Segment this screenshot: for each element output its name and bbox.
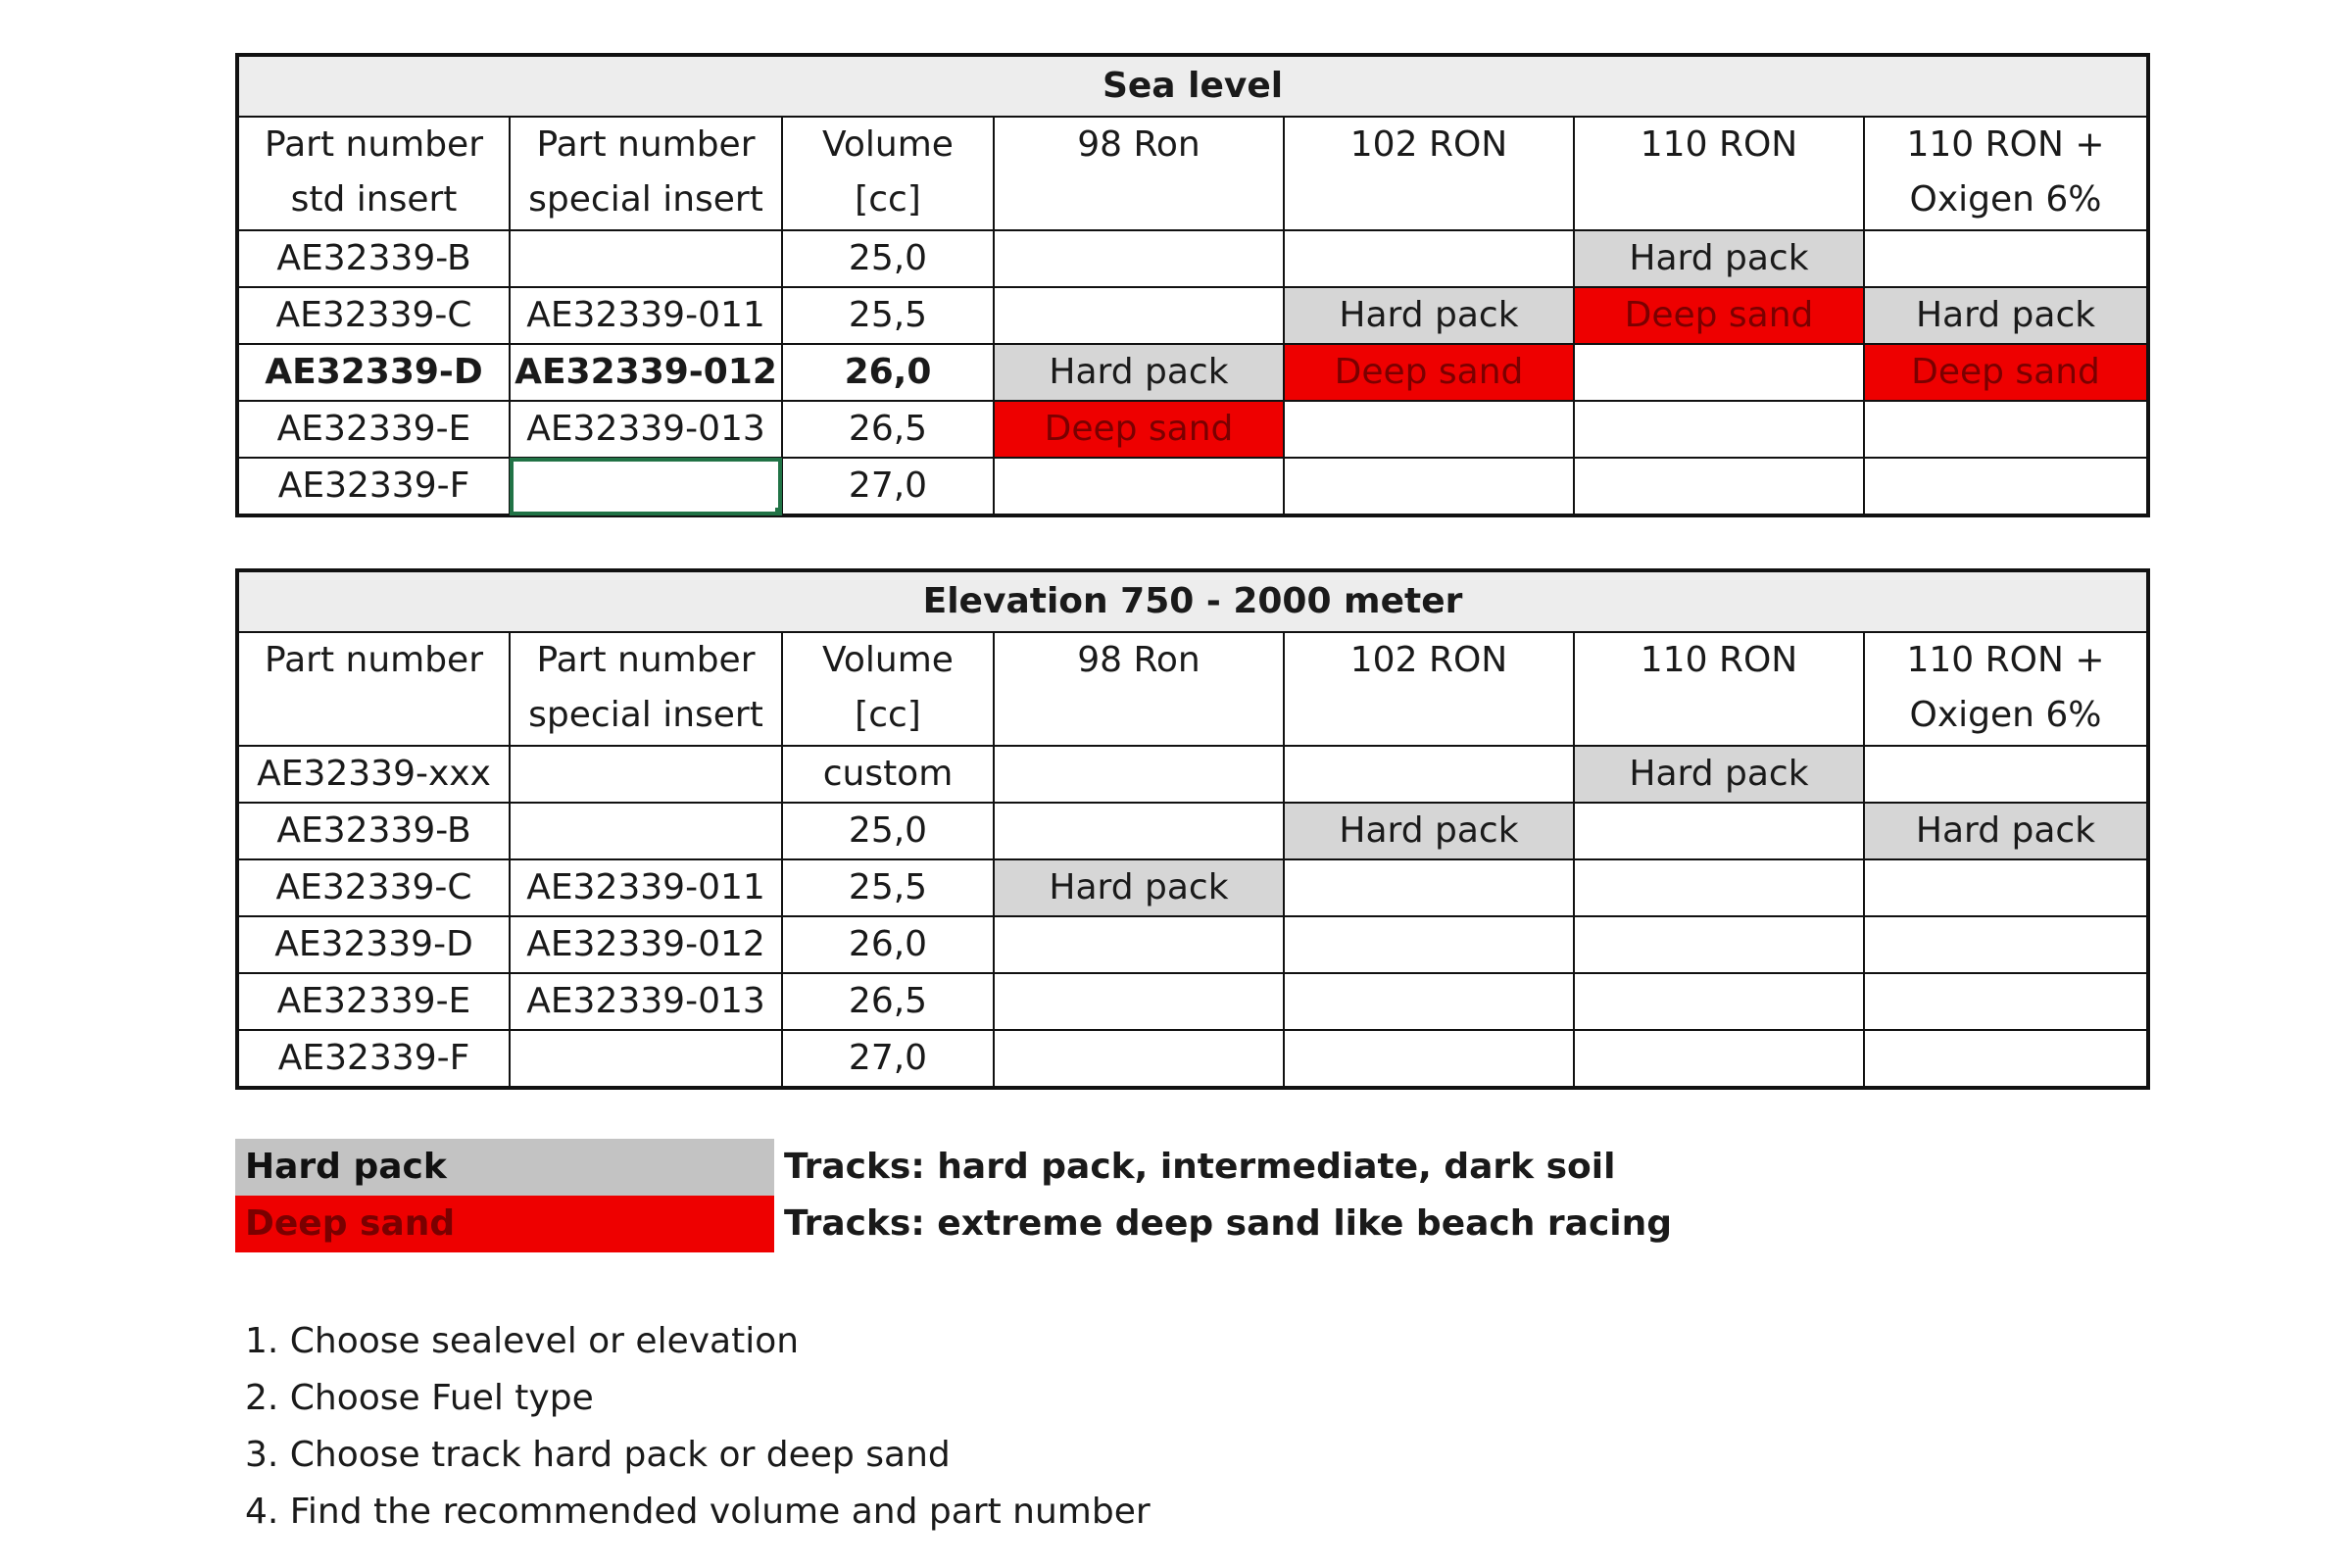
fuel-110ox-cell[interactable] (1864, 230, 2148, 287)
fuel-102-cell[interactable] (1284, 401, 1574, 458)
table-row (237, 287, 2148, 344)
part-number-cell[interactable]: AE32339-xxx (237, 746, 510, 803)
table-row (237, 973, 2148, 1030)
volume-cell[interactable]: 25,5 (782, 859, 994, 916)
fuel-110ox-cell[interactable] (1864, 859, 2148, 916)
fuel-98-cell[interactable] (994, 973, 1284, 1030)
fuel-110-cell[interactable] (1574, 1030, 1864, 1088)
fuel-110-cell[interactable]: Deep sand (1574, 287, 1864, 344)
fuel-110-cell[interactable] (1574, 401, 1864, 458)
table-row (237, 458, 2148, 515)
special-insert-cell[interactable]: AE32339-012 (510, 344, 782, 401)
fuel-110ox-cell[interactable] (1864, 401, 2148, 458)
legend-hard-pack-swatch[interactable]: Hard pack (235, 1139, 774, 1196)
volume-cell[interactable]: 26,5 (782, 973, 994, 1030)
table-row (237, 746, 2148, 803)
fuel-110-cell[interactable] (1574, 458, 1864, 515)
header-98-ron[interactable]: 98 Ron (994, 117, 1284, 230)
fuel-110-cell[interactable] (1574, 859, 1864, 916)
instruction-step[interactable]: 4. Find the recommended volume and part number (245, 1492, 1151, 1532)
fuel-110ox-cell[interactable] (1864, 458, 2148, 515)
fuel-98-cell[interactable]: Deep sand (994, 401, 1284, 458)
volume-cell[interactable]: 25,5 (782, 287, 994, 344)
header-volume[interactable]: Volume [cc] (782, 117, 994, 230)
part-number-cell[interactable]: AE32339-B (237, 230, 510, 287)
volume-cell[interactable]: custom (782, 746, 994, 803)
table-row (237, 1030, 2148, 1088)
fuel-110ox-cell[interactable] (1864, 1030, 2148, 1088)
header-110-ron[interactable]: 110 RON (1574, 117, 1864, 230)
fuel-110ox-cell[interactable] (1864, 916, 2148, 973)
part-number-cell[interactable]: AE32339-D (237, 344, 510, 401)
table-row (237, 916, 2148, 973)
legend-row-hard-pack (235, 1139, 1672, 1196)
header-102-ron[interactable]: 102 RON (1284, 117, 1574, 230)
fuel-98-cell[interactable] (994, 1030, 1284, 1088)
special-insert-cell[interactable]: AE32339-011 (510, 859, 782, 916)
fuel-102-cell[interactable] (1284, 859, 1574, 916)
instruction-step[interactable]: 1. Choose sealevel or elevation (245, 1321, 800, 1361)
special-insert-cell[interactable]: AE32339-013 (510, 973, 782, 1030)
sea-level-title[interactable]: Sea level (237, 55, 2148, 117)
fuel-102-cell[interactable]: Deep sand (1284, 344, 1574, 401)
volume-cell[interactable]: 27,0 (782, 458, 994, 515)
fuel-98-cell[interactable]: Hard pack (994, 344, 1284, 401)
fuel-110-cell[interactable] (1574, 344, 1864, 401)
fuel-110-cell[interactable]: Hard pack (1574, 230, 1864, 287)
fuel-102-cell[interactable] (1284, 230, 1574, 287)
fuel-110-cell[interactable] (1574, 803, 1864, 859)
volume-cell[interactable]: 26,0 (782, 344, 994, 401)
fuel-102-cell[interactable] (1284, 973, 1574, 1030)
volume-cell[interactable]: 26,5 (782, 401, 994, 458)
fuel-98-cell[interactable] (994, 916, 1284, 973)
header-98-ron[interactable]: 98 Ron (994, 632, 1284, 746)
part-number-cell[interactable]: AE32339-B (237, 803, 510, 859)
header-110-ron-oxigen[interactable]: 110 RON + Oxigen 6% (1864, 117, 2148, 230)
volume-cell[interactable]: 26,0 (782, 916, 994, 973)
instruction-step[interactable]: 2. Choose Fuel type (245, 1378, 594, 1418)
part-number-cell[interactable]: AE32339-E (237, 973, 510, 1030)
table-row (237, 230, 2148, 287)
fuel-110ox-cell[interactable] (1864, 973, 2148, 1030)
table-row (237, 401, 2148, 458)
legend-deep-sand-swatch[interactable]: Deep sand (235, 1196, 774, 1252)
fuel-102-cell[interactable]: Hard pack (1284, 287, 1574, 344)
selected-cell[interactable] (510, 458, 782, 515)
header-part-special[interactable]: Part number special insert (510, 117, 782, 230)
fuel-98-cell[interactable] (994, 803, 1284, 859)
instructions-list (245, 1313, 1151, 1541)
fuel-102-cell[interactable] (1284, 916, 1574, 973)
table-row (237, 859, 2148, 916)
special-insert-cell[interactable] (510, 746, 782, 803)
part-number-cell[interactable]: AE32339-E (237, 401, 510, 458)
part-number-cell[interactable]: AE32339-F (237, 458, 510, 515)
fuel-98-cell[interactable] (994, 230, 1284, 287)
volume-cell[interactable]: 25,0 (782, 230, 994, 287)
special-insert-cell[interactable] (510, 803, 782, 859)
legend-hard-pack-description[interactable]: Tracks: hard pack, intermediate, dark soil (784, 1147, 1616, 1187)
special-insert-cell[interactable]: AE32339-011 (510, 287, 782, 344)
fuel-110ox-cell[interactable]: Hard pack (1864, 803, 2148, 859)
fuel-110ox-cell[interactable] (1864, 746, 2148, 803)
fuel-110-cell[interactable] (1574, 973, 1864, 1030)
instruction-step[interactable]: 3. Choose track hard pack or deep sand (245, 1435, 951, 1475)
header-part-special[interactable]: Part number special insert (510, 632, 782, 746)
fuel-110-cell[interactable]: Hard pack (1574, 746, 1864, 803)
fuel-110ox-cell[interactable]: Deep sand (1864, 344, 2148, 401)
header-volume[interactable]: Volume [cc] (782, 632, 994, 746)
header-110-ron[interactable]: 110 RON (1574, 632, 1864, 746)
legend (235, 1139, 1672, 1252)
part-number-cell[interactable]: AE32339-C (237, 859, 510, 916)
table-row (237, 344, 2148, 401)
header-part-number[interactable]: Part number (237, 632, 510, 746)
legend-row-deep-sand (235, 1196, 1672, 1252)
volume-cell[interactable]: 25,0 (782, 803, 994, 859)
fuel-98-cell[interactable] (994, 458, 1284, 515)
elevation-title[interactable]: Elevation 750 - 2000 meter (237, 570, 2148, 632)
table-row (237, 803, 2148, 859)
fuel-102-cell[interactable] (1284, 746, 1574, 803)
header-part-std[interactable]: Part number std insert (237, 117, 510, 230)
part-number-cell[interactable]: AE32339-D (237, 916, 510, 973)
fuel-102-cell[interactable] (1284, 458, 1574, 515)
special-insert-cell[interactable] (510, 230, 782, 287)
fuel-110ox-cell[interactable]: Hard pack (1864, 287, 2148, 344)
part-number-cell[interactable]: AE32339-F (237, 1030, 510, 1088)
fuel-98-cell[interactable]: Hard pack (994, 859, 1284, 916)
fuel-102-cell[interactable] (1284, 1030, 1574, 1088)
special-insert-cell[interactable]: AE32339-012 (510, 916, 782, 973)
volume-cell[interactable]: 27,0 (782, 1030, 994, 1088)
special-insert-cell[interactable]: AE32339-013 (510, 401, 782, 458)
sea-level-table (235, 53, 2150, 517)
special-insert-cell[interactable] (510, 1030, 782, 1088)
fuel-102-cell[interactable]: Hard pack (1284, 803, 1574, 859)
header-102-ron[interactable]: 102 RON (1284, 632, 1574, 746)
fuel-98-cell[interactable] (994, 746, 1284, 803)
part-number-cell[interactable]: AE32339-C (237, 287, 510, 344)
fuel-110-cell[interactable] (1574, 916, 1864, 973)
legend-deep-sand-description[interactable]: Tracks: extreme deep sand like beach racing (784, 1203, 1673, 1244)
fuel-98-cell[interactable] (994, 287, 1284, 344)
header-110-ron-oxigen[interactable]: 110 RON + Oxigen 6% (1864, 632, 2148, 746)
elevation-table (235, 568, 2150, 1090)
